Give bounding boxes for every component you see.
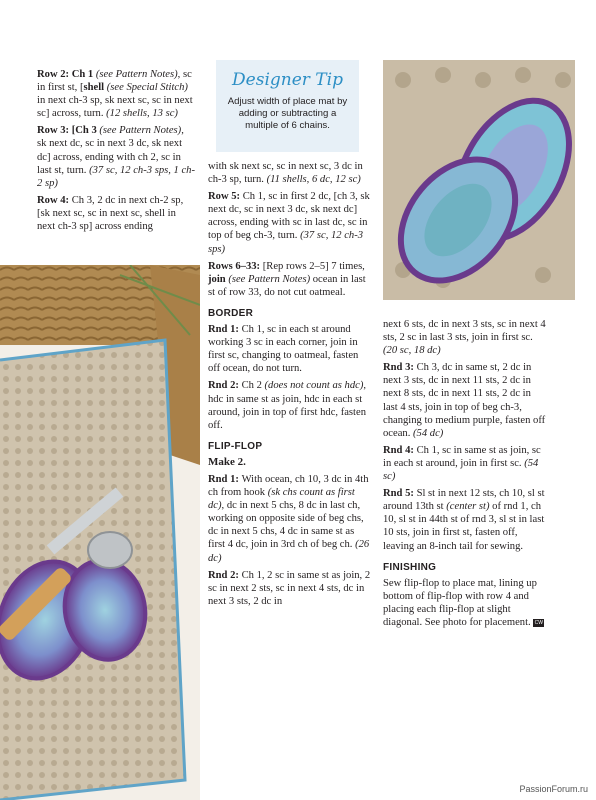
stitch-count: (12 shells, 13 sc) — [106, 108, 178, 120]
rnd-3-label: Rnd 3: — [383, 362, 417, 374]
note: (center st) — [446, 501, 490, 513]
stitch-count: (26 dc) — [208, 539, 370, 564]
stitch-count: (54 sc) — [383, 457, 539, 483]
note: (see Special Stitch) — [104, 82, 188, 94]
stitch-count: (54 dc) — [413, 427, 444, 439]
text: Ch 1, sc in same st as join, sc in each st around, join in first sc. — [383, 444, 541, 469]
row-5-instruction — [208, 190, 373, 255]
rnd-2-continuation — [383, 318, 548, 357]
text: Sew flip-flop to place mat, lining up bottom of flip-flop with row 4 and placing each flip-flop at slight diagonal. See photo for placement. — [383, 577, 537, 628]
row-3-label: Row 3: — [37, 125, 72, 137]
stitch-count: (37 sc, 12 ch-3 sps, 1 ch-2 sp) — [37, 164, 196, 189]
text: next 6 sts, dc in next 3 sts, sc in next 4 sts, 2 sc in last 3 sts, join in first sc. — [383, 319, 546, 344]
row-4-instruction — [37, 194, 195, 233]
text: [Rep rows 2–5] 7 times, — [262, 260, 365, 272]
note: (see Pattern Notes) — [225, 273, 311, 285]
text: with sk next sc, sc in next sc, 3 dc in ch-3 sp, turn. — [208, 161, 363, 186]
finishing-heading: FINISHING — [383, 561, 437, 573]
rows-6-33-instruction — [208, 260, 373, 299]
note: (sk chs count as first dc) — [208, 487, 355, 512]
text: , sc in first st, [ — [37, 69, 192, 94]
placemat-photo — [0, 265, 200, 800]
designer-tip-box — [216, 60, 359, 152]
row-5-label: Row 5: — [208, 191, 243, 203]
text: Ch 1, 2 sc in same st as join, 2 sc in next 2 sts, sc in next 4 sts, dc in next 3 sts, 2 dc in — [208, 569, 371, 607]
stitch-count: (20 sc, 18 dc) — [383, 345, 441, 357]
designer-tip-title: Designer Tip — [232, 70, 343, 90]
row-4-continuation — [208, 160, 373, 186]
end-mark-icon: CW — [534, 619, 544, 626]
flip-flop-rnd-1-instruction — [208, 473, 373, 565]
stitch-term: [Ch 3 — [71, 125, 97, 137]
rnd-1-label: Rnd 1: — [208, 324, 242, 336]
finishing-instruction — [383, 577, 548, 629]
rnd-2-label: Rnd 2: — [208, 380, 242, 392]
text: Ch 1, sc in first 2 dc, [ch 3, sk next dc, sc in next 3 dc, sk next dc] across, ending with sc in last dc, sc in top of beg ch-3, turn. — [208, 191, 370, 242]
note: (see Pattern Notes) — [96, 125, 182, 137]
text: in next ch-3 sp, sk next sc, sc in next sc] across, turn. — [37, 95, 193, 120]
stitch-count: (37 sc, 12 ch-3 sps) — [208, 230, 364, 255]
text: Ch 3, 2 dc in next ch-2 sp, [sk next sc, sc in next sc, shell in next ch-3 sp] across ending — [37, 194, 184, 233]
flip-flop-rnd-2-instruction — [208, 569, 373, 608]
rnd-1-label: Rnd 1: — [208, 473, 242, 485]
pattern-column-2 — [208, 160, 373, 612]
pattern-column-3 — [383, 318, 548, 633]
row-2-instruction — [37, 68, 195, 120]
note: (does not count as hdc) — [261, 380, 364, 392]
text: With ocean, ch 10, 3 dc in 4th ch from hook — [208, 473, 369, 499]
text: , sk next dc, sc in next 3 dc, sk next dc] across, ending with ch 2, sc in last st, turn. — [37, 125, 184, 176]
rnd-5-label: Rnd 5: — [383, 488, 417, 500]
stitch-count: (11 shells, 6 dc, 12 sc) — [266, 174, 361, 186]
row-2-label: Row 2: Ch 1 — [37, 69, 94, 80]
stitch-term: shell — [83, 82, 105, 94]
stitch-term: join — [208, 273, 226, 285]
make-count: Make 2. — [208, 455, 246, 468]
border-heading: BORDER — [208, 307, 254, 319]
flip-flop-heading: FLIP-FLOP — [208, 440, 263, 452]
watermark: PassionForum.ru — [519, 784, 588, 794]
pattern-column-1 — [37, 68, 195, 237]
flip-flop-closeup-photo — [383, 60, 575, 300]
rows-6-33-label: Rows 6–33: — [208, 260, 263, 272]
rnd-2-label: Rnd 2: — [208, 569, 242, 581]
row-4-label: Row 4: — [37, 194, 72, 206]
text: of rnd 1, ch 10, sl st in 44th st of rnd 3, sl st in last 10 sts, join in first st, fasten off, leaving an 8-inch tail for sewing. — [383, 501, 545, 552]
border-rnd-1-instruction — [208, 323, 373, 375]
text: Ch 1, sc in each st around working 3 sc in each corner, join in first sc, changing to oatmeal, fasten off ocean, do not turn. — [208, 324, 359, 375]
rnd-4-label: Rnd 4: — [383, 444, 417, 456]
text: ocean in last st of row 33, do not cut oatmeal. — [208, 273, 366, 298]
note: (see Pattern Notes) — [93, 69, 178, 80]
row-3-instruction — [37, 124, 195, 189]
rnd-3-instruction — [383, 361, 548, 440]
text: Ch 3, dc in same st, 2 dc in next 3 sts, dc in next 11 sts, 2 dc in next 8 sts, dc in next 11 sts, 2 dc in last 4 sts, join in top of beg ch-3, changing to medium purple, fasten off ocean. — [383, 362, 546, 439]
text: , dc in next 5 chs, 8 dc in last ch, working on opposite side of beg chs, dc in next 5 chs, 4 dc in same st as first 4 dc, join in 3rd ch of beg ch. — [208, 500, 364, 551]
text: Sl st in next 12 sts, ch 10, sl st around 13th st — [383, 488, 545, 513]
rnd-4-instruction — [383, 444, 548, 483]
text: , hdc in same st as join, hdc in each st around, join in top of first hdc, fasten off. — [208, 380, 367, 431]
designer-tip-body: Adjust width of place mat by adding or subtracting a multiple of 6 chains. — [227, 96, 348, 131]
text: Ch 2 — [241, 380, 262, 392]
rnd-5-instruction — [383, 487, 548, 552]
border-rnd-2-instruction — [208, 379, 373, 431]
